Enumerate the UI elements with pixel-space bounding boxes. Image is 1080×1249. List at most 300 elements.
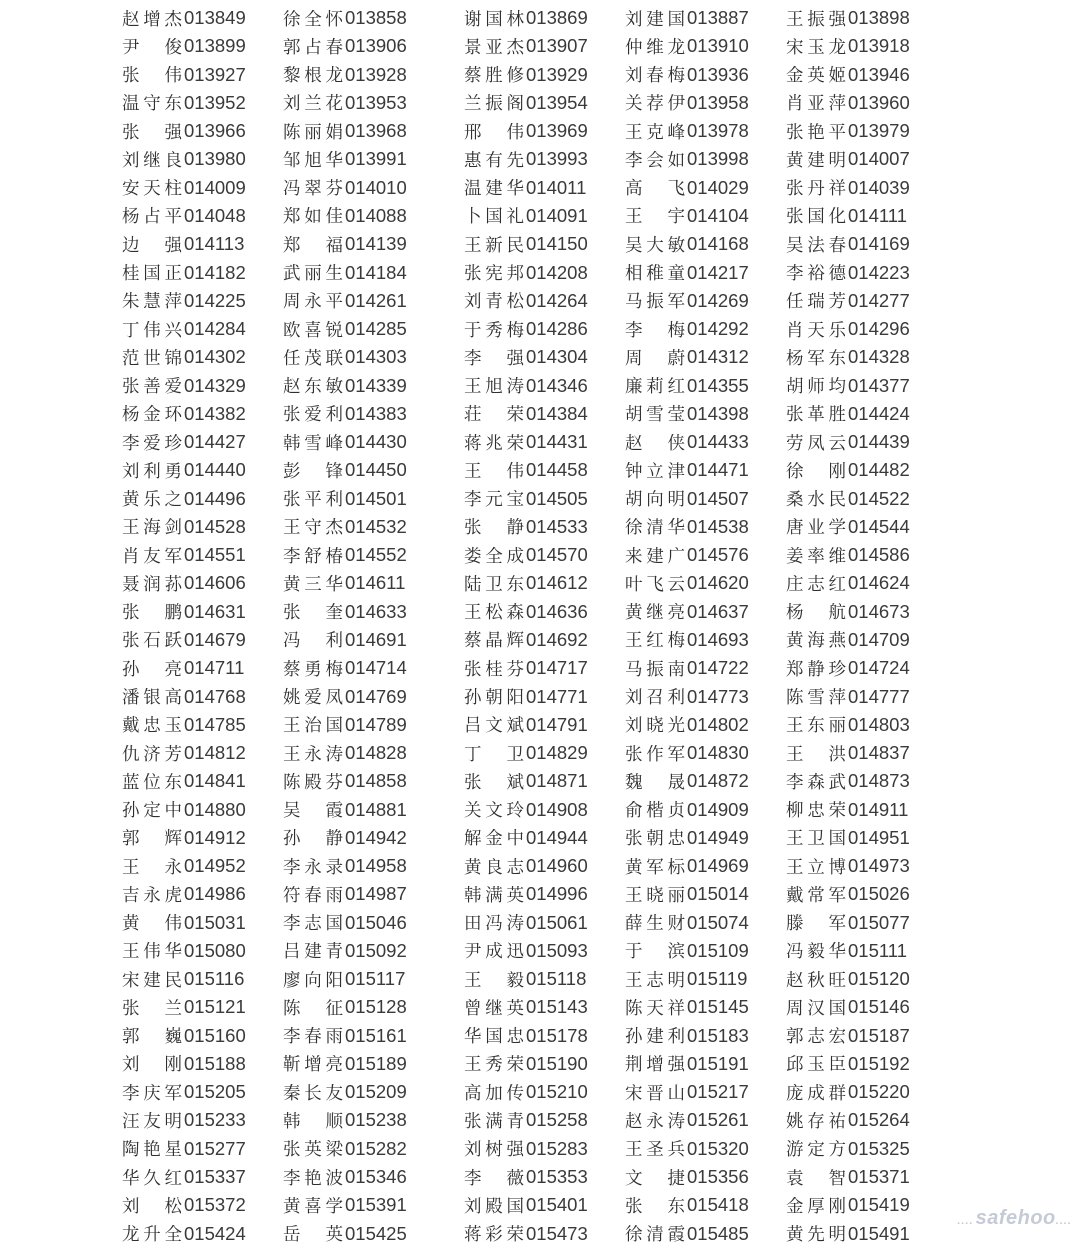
- person-name: 关荐伊: [625, 94, 685, 115]
- roster-entry: [122, 513, 283, 541]
- person-name: 赵东敏: [283, 377, 343, 398]
- person-name: 黄先明: [786, 1225, 846, 1246]
- person-number: 013978: [687, 120, 749, 142]
- person-name: 张 兰: [122, 998, 182, 1019]
- roster-entry: [786, 767, 947, 795]
- person-number: 013952: [184, 91, 246, 113]
- person-name: 郑 福: [283, 235, 343, 256]
- person-name: 姜率维: [786, 546, 846, 567]
- roster-entry: [283, 965, 464, 993]
- person-name: 范世锦: [122, 348, 182, 369]
- person-name: 杨金环: [122, 405, 182, 426]
- person-number: 015161: [345, 1024, 407, 1046]
- person-name: 荆增强: [625, 1055, 685, 1076]
- person-number: 014791: [526, 713, 588, 735]
- roster-entry: [283, 117, 464, 145]
- roster-entry: [283, 428, 464, 456]
- person-name: 谢国林: [464, 9, 524, 30]
- person-name: 陈天祥: [625, 998, 685, 1019]
- roster-entry: [283, 880, 464, 908]
- person-name: 张朝忠: [625, 829, 685, 850]
- person-name: 王海剑: [122, 518, 182, 539]
- person-number: 014829: [526, 742, 588, 764]
- person-number: 014182: [184, 261, 246, 283]
- roster-entry: [464, 965, 625, 993]
- person-name: 王晓丽: [625, 885, 685, 906]
- person-number: 014951: [848, 826, 910, 848]
- person-name: 孙建利: [625, 1027, 685, 1048]
- person-number: 014858: [345, 770, 407, 792]
- roster-entry: [283, 371, 464, 399]
- person-name: 黄三华: [283, 574, 343, 595]
- person-number: 015191: [687, 1052, 749, 1074]
- person-name: 龙升全: [122, 1225, 182, 1246]
- person-number: 014908: [526, 798, 588, 820]
- roster-entry: [464, 711, 625, 739]
- person-name: 张 静: [464, 518, 524, 539]
- person-name: 李爱珍: [122, 433, 182, 454]
- person-name: 王新民: [464, 235, 524, 256]
- person-name: 刘殿国: [464, 1196, 524, 1217]
- roster-entry: [464, 852, 625, 880]
- person-name: 郭占春: [283, 37, 343, 58]
- person-number: 014944: [526, 826, 588, 848]
- roster-entry: [464, 1191, 625, 1219]
- person-name: 边 强: [122, 235, 182, 256]
- person-name: 任瑞芳: [786, 292, 846, 313]
- person-number: 013993: [526, 148, 588, 170]
- roster-entry: [122, 1163, 283, 1191]
- person-name: 于 滨: [625, 942, 685, 963]
- roster-entry: [786, 626, 947, 654]
- watermark-text: safehoo: [975, 1207, 1056, 1229]
- roster-entry: [464, 1106, 625, 1134]
- roster-entry: [786, 937, 947, 965]
- person-number: 014440: [184, 459, 246, 481]
- roster-entry: [283, 89, 464, 117]
- person-name: 郭志宏: [786, 1027, 846, 1048]
- person-number: 014952: [184, 855, 246, 877]
- roster-entry: [122, 1078, 283, 1106]
- roster-entry: [122, 117, 283, 145]
- roster-entry: [283, 767, 464, 795]
- person-number: 015418: [687, 1194, 749, 1216]
- roster-entry: [625, 1078, 786, 1106]
- person-number: 014691: [345, 628, 407, 650]
- person-name: 李 强: [464, 348, 524, 369]
- roster-entry: [122, 993, 283, 1021]
- roster-entry: [786, 1050, 947, 1078]
- person-number: 015424: [184, 1222, 246, 1244]
- person-number: 015178: [526, 1024, 588, 1046]
- roster-entry: [283, 795, 464, 823]
- person-number: 014551: [184, 544, 246, 566]
- roster-entry: [464, 993, 625, 1021]
- roster-entry: [283, 598, 464, 626]
- person-number: 013953: [345, 91, 407, 113]
- person-number: 015277: [184, 1137, 246, 1159]
- person-number: 014010: [345, 176, 407, 198]
- roster-entry: [283, 993, 464, 1021]
- person-name: 刘晓光: [625, 716, 685, 737]
- person-name: 汪友明: [122, 1111, 182, 1132]
- person-number: 014538: [687, 515, 749, 537]
- person-name: 郑静珍: [786, 659, 846, 680]
- roster-entry: [283, 626, 464, 654]
- roster-entry: [464, 909, 625, 937]
- roster-entry: [464, 569, 625, 597]
- roster-entry: [786, 1078, 947, 1106]
- person-name: 孙朝阳: [464, 688, 524, 708]
- roster-entry: [625, 32, 786, 60]
- person-name: 彭 锋: [283, 461, 343, 482]
- roster-entry: [464, 456, 625, 484]
- roster-entry: [625, 456, 786, 484]
- roster-entry: [122, 456, 283, 484]
- person-number: 014507: [687, 487, 749, 509]
- roster-entry: [786, 880, 947, 908]
- person-name: 蓝位东: [122, 772, 182, 793]
- person-number: 015217: [687, 1081, 749, 1103]
- person-number: 013928: [345, 63, 407, 85]
- person-number: 015117: [345, 968, 406, 990]
- person-number: 015425: [345, 1222, 407, 1244]
- roster-entry: [122, 824, 283, 852]
- person-number: 015128: [345, 996, 407, 1018]
- roster-entry: [786, 909, 947, 937]
- person-number: 014789: [345, 713, 407, 735]
- roster-entry: [122, 485, 283, 513]
- roster-entry: [625, 654, 786, 682]
- person-number: 015205: [184, 1081, 246, 1103]
- person-number: 014987: [345, 883, 407, 905]
- roster-entry: [464, 4, 625, 32]
- person-number: 014612: [526, 572, 588, 594]
- person-number: 014624: [848, 572, 910, 594]
- person-name: 王 毅: [464, 970, 524, 991]
- person-number: 014482: [848, 459, 910, 481]
- roster-entry: [122, 1219, 283, 1247]
- person-name: 黄继亮: [625, 603, 685, 624]
- person-name: 廉莉红: [625, 377, 685, 398]
- roster-entry: [625, 682, 786, 710]
- roster-entry: [283, 654, 464, 682]
- person-name: 潘银高: [122, 688, 182, 708]
- roster-entry: [464, 258, 625, 286]
- person-name: 王 伟: [464, 461, 524, 482]
- roster-entry: [625, 993, 786, 1021]
- person-name: 曾继英: [464, 998, 524, 1019]
- roster-entry: [625, 767, 786, 795]
- person-number: 015077: [848, 911, 910, 933]
- roster-entry: [464, 513, 625, 541]
- person-number: 015189: [345, 1052, 407, 1074]
- person-name: 陈殿芬: [283, 772, 343, 793]
- person-name: 杨军东: [786, 348, 846, 369]
- person-number: 013906: [345, 35, 407, 57]
- person-number: 014768: [184, 685, 246, 707]
- person-name: 吕文斌: [464, 716, 524, 737]
- person-name: 仲维龙: [625, 37, 685, 58]
- person-name: 张 东: [625, 1196, 685, 1217]
- person-number: 013910: [687, 35, 749, 57]
- person-number: 013929: [526, 63, 588, 85]
- roster-entry: [464, 89, 625, 117]
- person-name: 王松森: [464, 603, 524, 624]
- roster-entry: [464, 428, 625, 456]
- person-name: 肖亚萍: [786, 94, 846, 115]
- roster-entry: [122, 682, 283, 710]
- roster-entry: [122, 569, 283, 597]
- roster-entry: [625, 174, 786, 202]
- person-name: 胡师均: [786, 377, 846, 398]
- person-name: 刘春梅: [625, 66, 685, 87]
- person-number: 014636: [526, 600, 588, 622]
- roster-entry: [283, 711, 464, 739]
- person-name: 郭 巍: [122, 1027, 182, 1048]
- person-number: 014329: [184, 374, 246, 396]
- person-name: 张 伟: [122, 66, 182, 87]
- roster-entry: [122, 287, 283, 315]
- person-name: 王旭涛: [464, 377, 524, 398]
- person-name: 张丹祥: [786, 179, 846, 200]
- person-number: 014909: [687, 798, 749, 820]
- person-name: 孙定中: [122, 801, 182, 822]
- roster-entry: [625, 513, 786, 541]
- roster-entry: [625, 739, 786, 767]
- person-name: 宋建民: [122, 970, 182, 991]
- roster-entry: [786, 654, 947, 682]
- roster-entry: [786, 739, 947, 767]
- person-number: 014633: [345, 600, 407, 622]
- person-name: 王 永: [122, 857, 182, 878]
- roster-entry: [464, 1135, 625, 1163]
- roster-entry: [283, 1078, 464, 1106]
- person-number: 014673: [848, 600, 910, 622]
- roster-entry: [464, 880, 625, 908]
- person-name: 吉永虎: [122, 885, 182, 906]
- person-number: 014277: [848, 289, 910, 311]
- roster-entry: [464, 117, 625, 145]
- person-name: 金厚刚: [786, 1196, 846, 1217]
- person-name: 姚爱凤: [283, 688, 343, 708]
- roster-entry: [786, 89, 947, 117]
- person-name: 庞成群: [786, 1083, 846, 1104]
- person-number: 014533: [526, 515, 588, 537]
- person-number: 014679: [184, 628, 246, 650]
- person-number: 014168: [687, 233, 749, 255]
- roster-entry: [283, 937, 464, 965]
- person-name: 王秀荣: [464, 1055, 524, 1076]
- person-name: 高加传: [464, 1083, 524, 1104]
- person-name: 张艳平: [786, 122, 846, 143]
- roster-entry: [283, 682, 464, 710]
- roster-entry: [283, 1191, 464, 1219]
- roster-entry: [122, 795, 283, 823]
- person-number: 014328: [848, 346, 910, 368]
- person-name: 徐全怀: [283, 9, 343, 30]
- person-name: 韩 顺: [283, 1111, 343, 1132]
- person-number: 014261: [345, 289, 407, 311]
- person-name: 劳凤云: [786, 433, 846, 454]
- person-number: 014169: [848, 233, 910, 255]
- person-name: 孙 亮: [122, 659, 182, 680]
- person-name: 李志国: [283, 914, 343, 935]
- person-number: 013954: [526, 91, 588, 113]
- roster-entry: [122, 174, 283, 202]
- name-roster: [122, 4, 947, 1248]
- person-name: 王守杰: [283, 518, 343, 539]
- person-name: 马振南: [625, 659, 685, 680]
- person-number: 014011: [526, 176, 587, 198]
- roster-entry: [122, 598, 283, 626]
- person-number: 015061: [526, 911, 588, 933]
- roster-entry: [625, 711, 786, 739]
- roster-entry: [464, 315, 625, 343]
- roster-entry: [786, 711, 947, 739]
- person-name: 张桂芬: [464, 659, 524, 680]
- roster-entry: [464, 598, 625, 626]
- person-number: 015353: [526, 1166, 588, 1188]
- roster-entry: [283, 569, 464, 597]
- roster-entry: [122, 909, 283, 937]
- person-name: 黄海燕: [786, 631, 846, 652]
- person-name: 尹成迅: [464, 942, 524, 963]
- person-number: 014184: [345, 261, 407, 283]
- roster-entry: [464, 174, 625, 202]
- roster-entry: [786, 682, 947, 710]
- person-number: 015080: [184, 939, 246, 961]
- roster-entry: [464, 1163, 625, 1191]
- person-number: 015031: [184, 911, 246, 933]
- roster-entry: [625, 61, 786, 89]
- person-number: 013898: [848, 7, 910, 29]
- person-name: 王永涛: [283, 744, 343, 765]
- person-name: 安天柱: [122, 179, 182, 200]
- person-name: 刘召利: [625, 688, 685, 708]
- roster-entry: [786, 569, 947, 597]
- person-number: 015145: [687, 996, 749, 1018]
- person-number: 014217: [687, 261, 749, 283]
- person-number: 014611: [345, 572, 406, 594]
- person-name: 王 洪: [786, 744, 846, 765]
- roster-entry: [283, 230, 464, 258]
- person-name: 韩满英: [464, 885, 524, 906]
- person-name: 宋晋山: [625, 1083, 685, 1104]
- person-number: 015160: [184, 1024, 246, 1046]
- person-name: 李永录: [283, 857, 343, 878]
- person-name: 王东丽: [786, 716, 846, 737]
- person-number: 014091: [526, 204, 588, 226]
- person-number: 014139: [345, 233, 407, 255]
- person-number: 014785: [184, 713, 246, 735]
- person-name: 李元宝: [464, 490, 524, 511]
- person-number: 014996: [526, 883, 588, 905]
- person-name: 周汉国: [786, 998, 846, 1019]
- person-name: 李舒椿: [283, 546, 343, 567]
- person-name: 马振军: [625, 292, 685, 313]
- person-number: 014496: [184, 487, 246, 509]
- person-number: 014711: [184, 657, 245, 679]
- roster-entry: [283, 258, 464, 286]
- person-number: 014009: [184, 176, 246, 198]
- person-number: 014355: [687, 374, 749, 396]
- person-number: 015210: [526, 1081, 588, 1103]
- person-name: 游定方: [786, 1140, 846, 1161]
- roster-entry: [283, 513, 464, 541]
- person-number: 014693: [687, 628, 749, 650]
- person-name: 刘 松: [122, 1196, 182, 1217]
- person-name: 张 强: [122, 122, 182, 143]
- person-name: 卜国礼: [464, 207, 524, 228]
- person-number: 014303: [345, 346, 407, 368]
- roster-entry: [122, 258, 283, 286]
- person-number: 014111: [848, 204, 907, 226]
- person-name: 欧喜锐: [283, 320, 343, 341]
- person-number: 015183: [687, 1024, 749, 1046]
- person-number: 015188: [184, 1052, 246, 1074]
- person-name: 廖向阳: [283, 970, 343, 991]
- person-name: 黄建明: [786, 150, 846, 171]
- person-name: 蒋兆荣: [464, 433, 524, 454]
- roster-entry: [283, 1163, 464, 1191]
- roster-entry: [625, 371, 786, 399]
- person-number: 015258: [526, 1109, 588, 1131]
- roster-entry: [625, 315, 786, 343]
- person-number: 015026: [848, 883, 910, 905]
- roster-entry: [786, 824, 947, 852]
- roster-entry: [283, 456, 464, 484]
- person-number: 013918: [848, 35, 910, 57]
- person-number: 014522: [848, 487, 910, 509]
- roster-entry: [625, 1163, 786, 1191]
- person-number: 013899: [184, 35, 246, 57]
- person-number: 014029: [687, 176, 749, 198]
- person-name: 滕 军: [786, 914, 846, 935]
- roster-entry: [625, 117, 786, 145]
- person-number: 014433: [687, 431, 749, 453]
- roster-entry: [625, 852, 786, 880]
- roster-entry: [625, 937, 786, 965]
- person-name: 冯翠芬: [283, 179, 343, 200]
- person-number: 014714: [345, 657, 407, 679]
- person-number: 013968: [345, 120, 407, 142]
- person-number: 014264: [526, 289, 588, 311]
- person-name: 来建广: [625, 546, 685, 567]
- roster-entry: [786, 485, 947, 513]
- roster-entry: [283, 739, 464, 767]
- roster-entry: [786, 145, 947, 173]
- person-number: 014384: [526, 402, 588, 424]
- person-name: 秦长友: [283, 1083, 343, 1104]
- person-number: 014873: [848, 770, 910, 792]
- person-name: 杨 航: [786, 603, 846, 624]
- person-number: 015401: [526, 1194, 588, 1216]
- person-name: 徐清霞: [625, 1225, 685, 1246]
- person-name: 李 薇: [464, 1168, 524, 1189]
- roster-entry: [625, 1191, 786, 1219]
- roster-entry: [464, 937, 625, 965]
- roster-entry: [625, 541, 786, 569]
- person-name: 冯毅华: [786, 942, 846, 963]
- roster-entry: [122, 1106, 283, 1134]
- person-number: 014871: [526, 770, 588, 792]
- roster-entry: [283, 824, 464, 852]
- roster-entry: [122, 1191, 283, 1219]
- person-number: 014088: [345, 204, 407, 226]
- person-number: 015325: [848, 1137, 910, 1159]
- person-name: 柳忠荣: [786, 801, 846, 822]
